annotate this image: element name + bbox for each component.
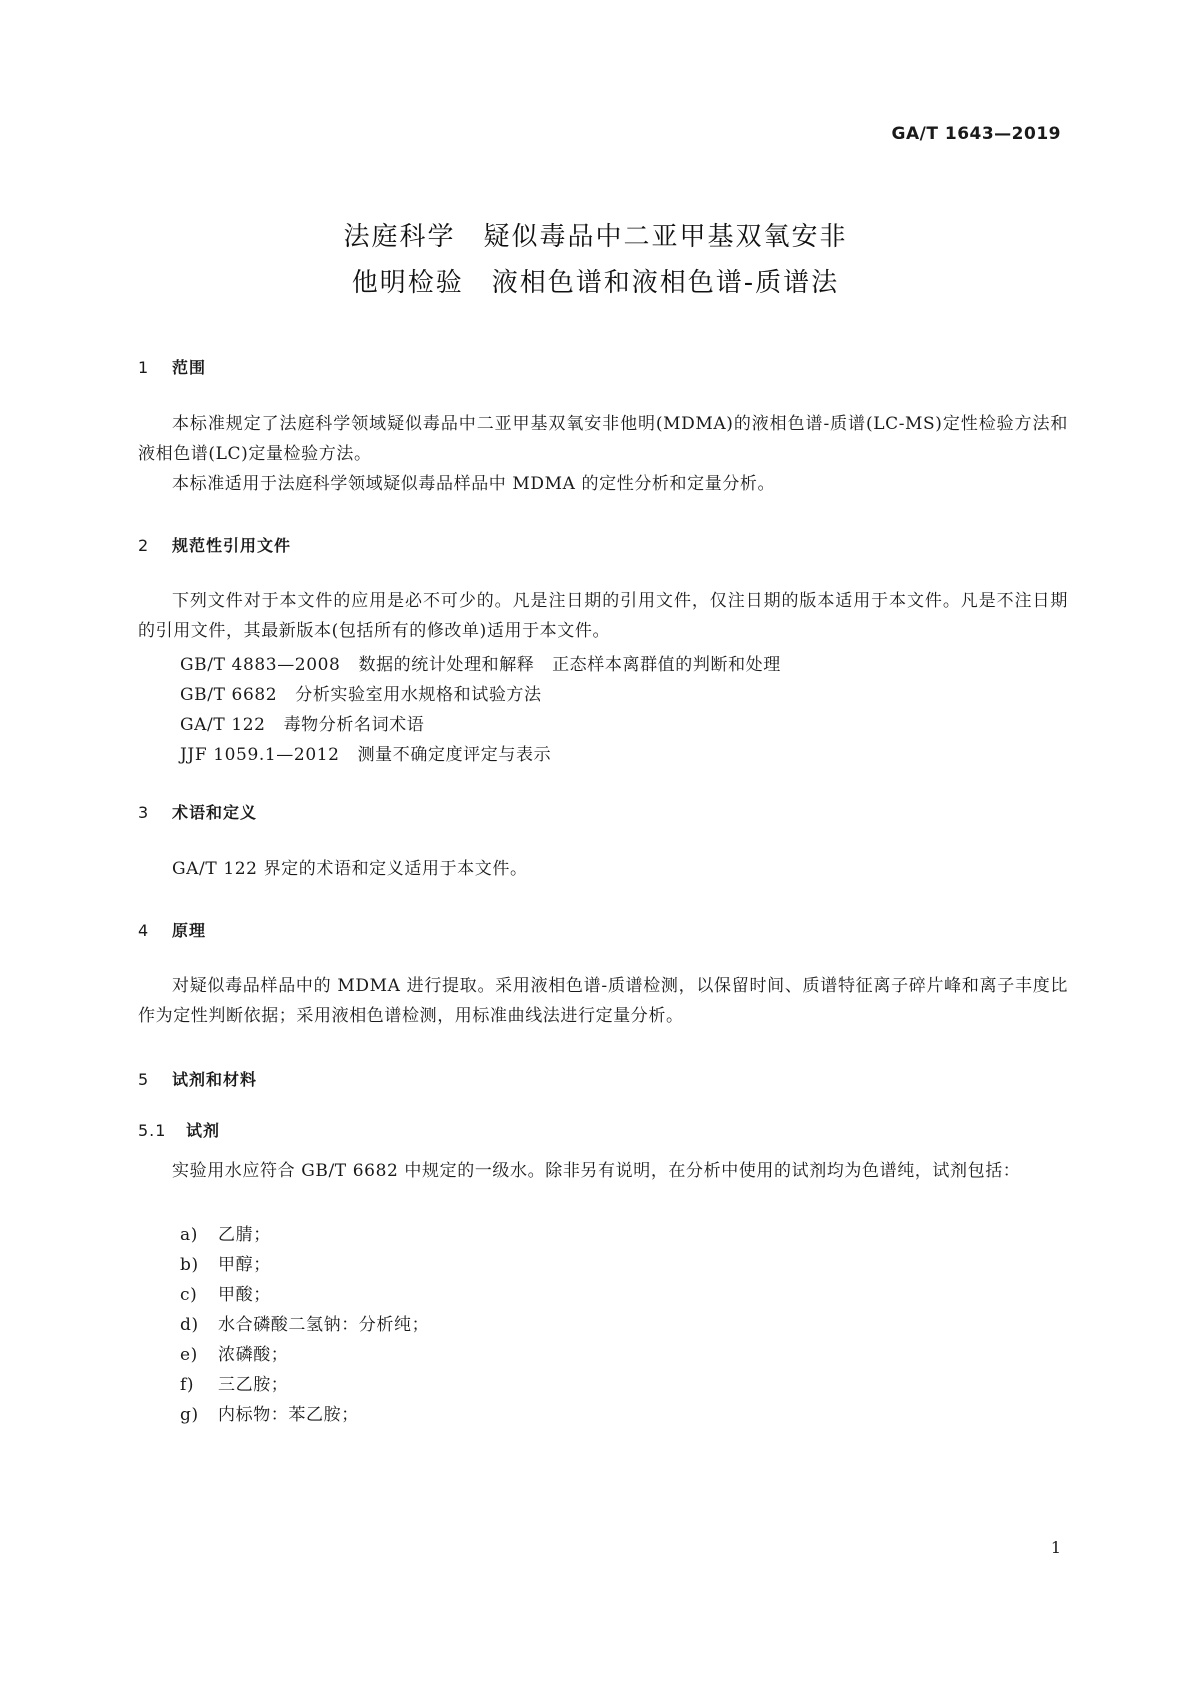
section-number: 5 — [138, 1070, 150, 1089]
section-title: 规范性引用文件 — [172, 536, 292, 555]
section-1-heading — [138, 355, 206, 378]
list-item-label: a) — [180, 1225, 198, 1245]
list-item-label: g) — [180, 1405, 199, 1425]
subsection-title: 试剂 — [186, 1121, 221, 1140]
list-item-label: b) — [180, 1255, 199, 1275]
list-item-label: e) — [180, 1345, 198, 1365]
section-1-paragraph-2: 本标准适用于法庭科学领域疑似毒品样品中 MDMA 的定性分析和定量分析。 — [172, 474, 776, 494]
list-item — [180, 1400, 359, 1425]
list-item — [180, 1220, 271, 1245]
section-title: 原理 — [172, 921, 207, 940]
list-item — [180, 1250, 271, 1275]
list-item-text: 浓磷酸； — [218, 1345, 289, 1365]
section-4-heading — [138, 918, 206, 941]
section-title: 试剂和材料 — [172, 1070, 258, 1089]
section-number: 3 — [138, 803, 150, 822]
list-item-text: 内标物：苯乙胺； — [218, 1405, 359, 1425]
section-2-heading — [138, 533, 291, 556]
section-number: 2 — [138, 536, 150, 555]
section-5-1-heading — [138, 1118, 220, 1141]
reference-code: GA/T 122 — [180, 715, 266, 735]
section-number: 1 — [138, 358, 150, 377]
section-number: 4 — [138, 921, 150, 940]
section-3-paragraph-1: GA/T 122 界定的术语和定义适用于本文件。 — [172, 859, 528, 879]
list-item-label: f) — [180, 1375, 195, 1395]
document-title-line-2: 他明检验 液相色谱和液相色谱-质谱法 — [351, 268, 840, 298]
list-item — [180, 1310, 429, 1335]
list-item-label: c) — [180, 1285, 198, 1305]
section-5-1-paragraph-1: 实验用水应符合 GB/T 6682 中规定的一级水。除非另有说明，在分析中使用的试剂均为色谱纯，试剂包括： — [172, 1161, 1021, 1181]
list-item-text: 水合磷酸二氢钠：分析纯； — [218, 1315, 430, 1335]
reference-title: 分析实验室用水规格和试验方法 — [295, 685, 542, 705]
document-title-line-1: 法庭科学 疑似毒品中二亚甲基双氧安非 — [343, 222, 848, 252]
reference-code: GB/T 4883—2008 — [180, 655, 341, 675]
reference-title: 毒物分析名词术语 — [283, 715, 425, 735]
subsection-number: 5.1 — [138, 1121, 167, 1140]
normative-reference — [180, 680, 542, 705]
normative-reference — [180, 740, 551, 765]
section-5-heading — [138, 1067, 257, 1090]
section-3-heading — [138, 800, 257, 823]
list-item-text: 甲醇； — [218, 1255, 271, 1275]
reference-title: 测量不确定度评定与表示 — [357, 745, 552, 765]
list-item-label: d) — [180, 1315, 199, 1335]
reference-code: JJF 1059.1—2012 — [180, 745, 340, 765]
section-2-paragraph-1: 下列文件对于本文件的应用是必不可少的。凡是注日期的引用文件，仅注日期的版本适用于本文件。凡是不注日期的引用文件，其最新版本(包括所有的修改单)适用于本文件。 — [138, 591, 1068, 641]
reference-title: 数据的统计处理和解释 正态样本离群值的判断和处理 — [358, 655, 781, 675]
list-item — [180, 1280, 271, 1305]
normative-reference — [180, 650, 781, 675]
list-item-text: 三乙胺； — [218, 1375, 289, 1395]
list-item-text: 甲酸； — [218, 1285, 271, 1305]
list-item — [180, 1340, 288, 1365]
normative-reference — [180, 710, 424, 735]
page-number: 1 — [1050, 1538, 1061, 1557]
section-title: 术语和定义 — [172, 803, 258, 822]
section-4-paragraph-1: 对疑似毒品样品中的 MDMA 进行提取。采用液相色谱-质谱检测，以保留时间、质谱特征离子碎片峰和离子丰度比作为定性判断依据；采用液相色谱检测，用标准曲线法进行定量分析。 — [138, 976, 1068, 1026]
section-1-paragraph-1: 本标准规定了法庭科学领域疑似毒品中二亚甲基双氧安非他明(MDMA)的液相色谱-质谱(LC-MS)定性检验方法和液相色谱(LC)定量检验方法。 — [138, 414, 1068, 464]
list-item-text: 乙腈； — [218, 1225, 271, 1245]
standard-number: GA/T 1643—2019 — [891, 124, 1061, 144]
reference-code: GB/T 6682 — [180, 685, 278, 705]
list-item — [180, 1370, 288, 1395]
section-title: 范围 — [172, 358, 207, 377]
